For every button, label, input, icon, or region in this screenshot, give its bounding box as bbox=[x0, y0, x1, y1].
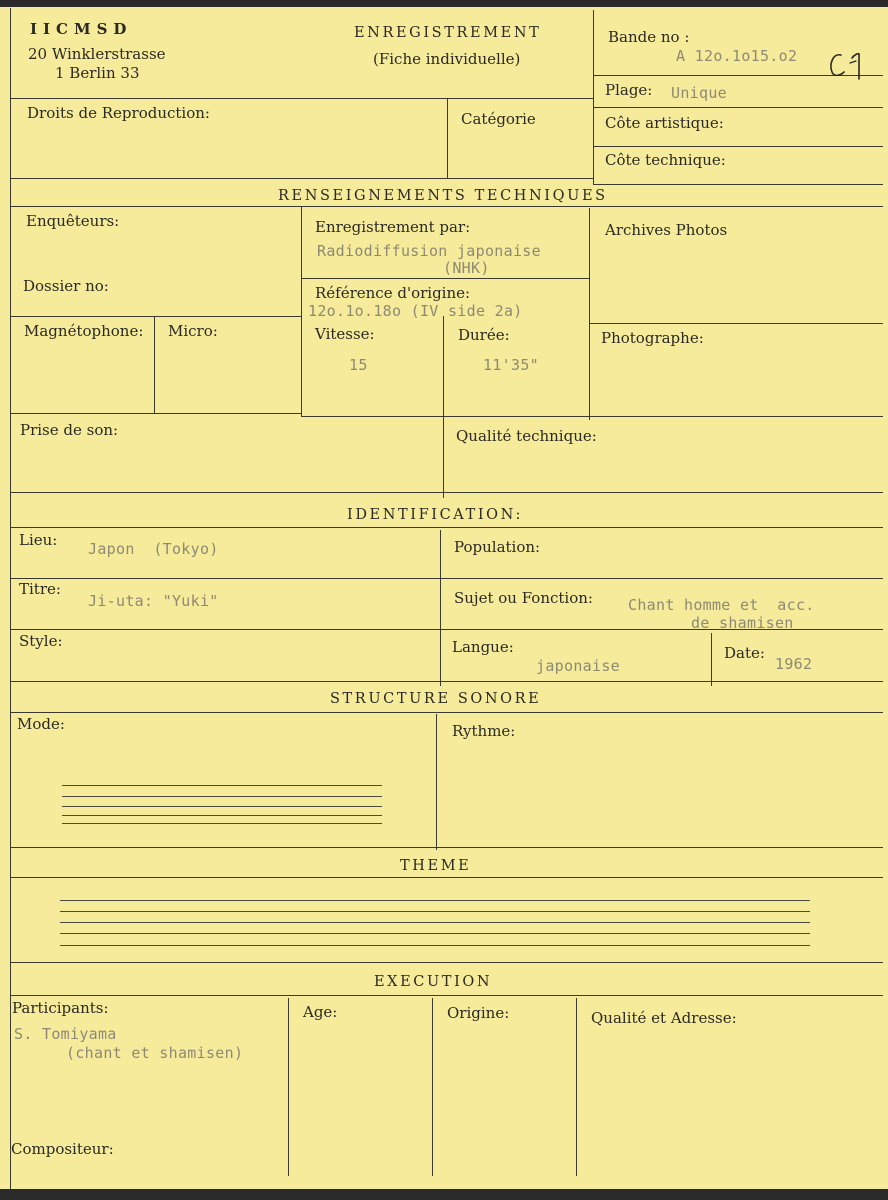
divider bbox=[711, 633, 712, 686]
archives-label: Archives Photos bbox=[605, 221, 728, 239]
divider bbox=[443, 316, 444, 498]
address-line-2: 1 Berlin 33 bbox=[55, 64, 140, 82]
dossier-label: Dossier no: bbox=[23, 277, 109, 295]
sujet-label: Sujet ou Fonction: bbox=[454, 589, 593, 607]
compositeur-label: Compositeur: bbox=[11, 1140, 114, 1158]
technique-heading: RENSEIGNEMENTS TECHNIQUES bbox=[278, 188, 608, 204]
date-value: 1962 bbox=[775, 655, 813, 673]
divider bbox=[10, 712, 883, 713]
enqueteurs-label: Enquêteurs: bbox=[26, 212, 120, 230]
divider bbox=[154, 316, 155, 413]
divider bbox=[10, 98, 593, 99]
vitesse-label: Vitesse: bbox=[315, 325, 375, 343]
divider bbox=[301, 416, 883, 417]
enregistrement-label: Enregistrement par: bbox=[315, 218, 471, 236]
langue-label: Langue: bbox=[452, 638, 514, 656]
lieu-value: Japon (Tokyo) bbox=[88, 540, 219, 558]
divider bbox=[301, 278, 589, 279]
identification-heading: IDENTIFICATION: bbox=[347, 507, 523, 523]
titre-value: Ji-uta: "Yuki" bbox=[88, 592, 219, 610]
divider bbox=[436, 714, 437, 850]
mode-label: Mode: bbox=[17, 715, 65, 733]
enregistrement-value-2: (NHK) bbox=[443, 259, 490, 277]
divider bbox=[589, 208, 590, 420]
handwritten-mark bbox=[826, 50, 870, 87]
ruled-line bbox=[60, 933, 810, 934]
qualite-technique-label: Qualité technique: bbox=[456, 427, 597, 445]
institute-logo: IICMSD bbox=[30, 20, 133, 38]
prise-de-son-label: Prise de son: bbox=[20, 421, 119, 439]
participant-name: S. Tomiyama bbox=[14, 1025, 117, 1043]
execution-heading: EXECUTION bbox=[374, 974, 493, 990]
divider bbox=[447, 98, 448, 178]
divider bbox=[10, 178, 593, 179]
bande-value: A 12o.1o15.o2 bbox=[676, 47, 798, 65]
ruled-line bbox=[60, 900, 810, 901]
divider bbox=[589, 323, 883, 324]
population-label: Population: bbox=[454, 538, 541, 556]
divider bbox=[10, 316, 302, 317]
reference-value: 12o.1o.18o (IV side 2a) bbox=[308, 302, 523, 320]
divider bbox=[10, 847, 883, 848]
reference-label: Référence d'origine: bbox=[315, 284, 471, 302]
sujet-value-2: de shamisen bbox=[691, 614, 794, 632]
card-bottom-edge bbox=[0, 1189, 888, 1200]
plage-value: Unique bbox=[671, 84, 727, 102]
plage-label: Plage: bbox=[605, 81, 653, 99]
bande-label: Bande no : bbox=[608, 28, 690, 46]
divider bbox=[10, 681, 883, 682]
duree-label: Durée: bbox=[458, 326, 510, 344]
divider bbox=[10, 578, 883, 579]
divider bbox=[10, 206, 883, 207]
divider bbox=[593, 146, 883, 147]
ruled-line bbox=[60, 945, 810, 946]
divider bbox=[593, 10, 594, 185]
enregistrement-value: Radiodiffusion japonaise bbox=[317, 242, 541, 260]
micro-label: Micro: bbox=[168, 322, 218, 340]
ruled-line bbox=[62, 806, 382, 807]
divider bbox=[288, 998, 289, 1176]
form-subtitle: (Fiche individuelle) bbox=[373, 50, 521, 68]
divider bbox=[593, 107, 883, 108]
magnetophone-label: Magnétophone: bbox=[24, 322, 144, 340]
photographe-label: Photographe: bbox=[601, 329, 704, 347]
titre-label: Titre: bbox=[19, 580, 61, 598]
cote-technique-label: Côte technique: bbox=[605, 151, 726, 169]
divider bbox=[432, 998, 433, 1176]
divider bbox=[576, 998, 577, 1176]
divider bbox=[10, 877, 883, 878]
ruled-line bbox=[62, 815, 382, 816]
sujet-value: Chant homme et acc. bbox=[628, 596, 815, 614]
langue-value: japonaise bbox=[536, 657, 620, 675]
origine-label: Origine: bbox=[447, 1004, 510, 1022]
ruled-line bbox=[60, 911, 810, 912]
ruled-line bbox=[62, 796, 382, 797]
divider bbox=[10, 527, 883, 528]
date-label: Date: bbox=[724, 644, 765, 662]
divider bbox=[440, 530, 441, 686]
style-label: Style: bbox=[19, 632, 63, 650]
droits-label: Droits de Reproduction: bbox=[27, 104, 210, 122]
structure-heading: STRUCTURE SONORE bbox=[330, 691, 542, 707]
duree-value: 11'35" bbox=[483, 356, 539, 374]
qualite-adresse-label: Qualité et Adresse: bbox=[591, 1009, 737, 1027]
divider bbox=[10, 995, 883, 996]
ruled-line bbox=[60, 922, 810, 923]
age-label: Age: bbox=[303, 1003, 338, 1021]
divider bbox=[593, 184, 883, 185]
divider bbox=[301, 206, 302, 416]
card-top-edge bbox=[0, 0, 888, 7]
ruled-line bbox=[62, 785, 382, 786]
rythme-label: Rythme: bbox=[452, 722, 516, 740]
divider bbox=[10, 413, 302, 414]
divider bbox=[10, 492, 883, 493]
vitesse-value: 15 bbox=[349, 356, 368, 374]
categorie-label: Catégorie bbox=[461, 110, 536, 128]
participants-label: Participants: bbox=[12, 999, 109, 1017]
form-title: ENREGISTREMENT bbox=[354, 25, 542, 41]
participant-role: (chant et shamisen) bbox=[66, 1044, 244, 1062]
ruled-line bbox=[62, 823, 382, 824]
cote-artistique-label: Côte artistique: bbox=[605, 114, 724, 132]
divider bbox=[10, 962, 883, 963]
address-line-1: 20 Winklerstrasse bbox=[28, 45, 166, 63]
theme-heading: THEME bbox=[400, 858, 472, 874]
lieu-label: Lieu: bbox=[19, 531, 58, 549]
